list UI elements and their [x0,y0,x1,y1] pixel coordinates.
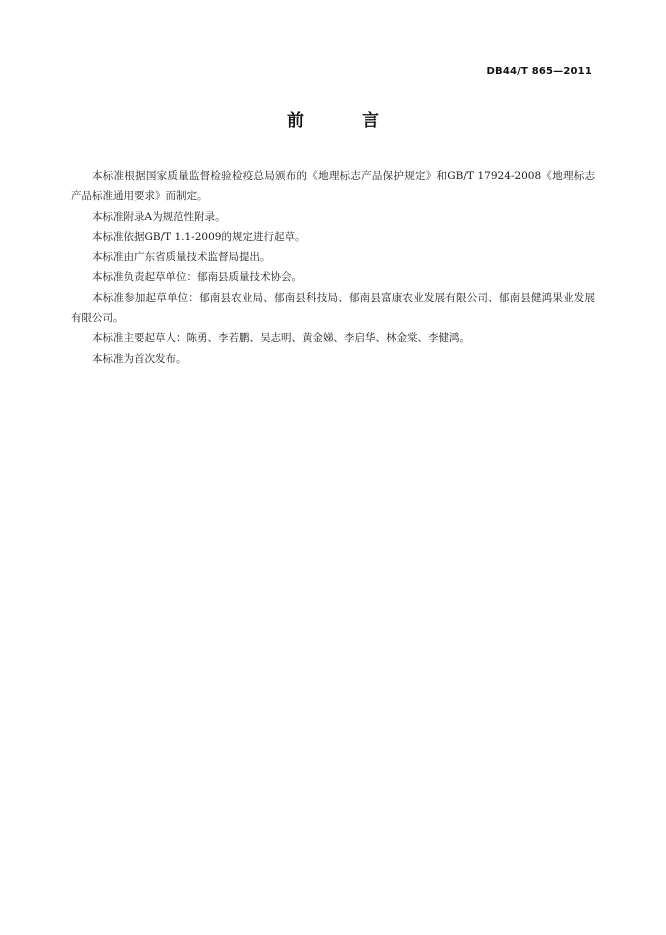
paragraph-proposer: 本标准由广东省质量技术监督局提出。 [92,251,271,264]
paragraph-first-release: 本标准为首次发布。 [92,352,187,365]
foreword-body [71,166,595,369]
paragraph-responsible-drafter: 本标准负责起草单位：郁南县质量技术协会。 [92,271,302,284]
standard-code: DB44/T 865—2011 [486,66,592,77]
paragraph-main-drafters: 本标准主要起草人：陈勇、李若鹏、吴志明、黄金娣、李启华、林金棠、李健鸿。 [92,332,470,345]
paragraph-basis: 本标准根据国家质量监督检验检疫总局颁布的《地理标志产品保护规定》和GB/T 17924-2008《地理标志产品标准通用要求》而制定。 [71,170,595,203]
paragraph-appendix: 本标准附录A为规范性附录。 [92,210,226,223]
paragraph-participating-drafters: 本标准参加起草单位：郁南县农业局、郁南县科技局、郁南县富康农业发展有限公司、郁南县健鸿果业发展有限公司。 [71,291,595,325]
paragraph-drafting-rules: 本标准依据GB/T 1.1-2009的规定进行起草。 [92,230,306,243]
page-title: 前 言 [287,111,405,131]
